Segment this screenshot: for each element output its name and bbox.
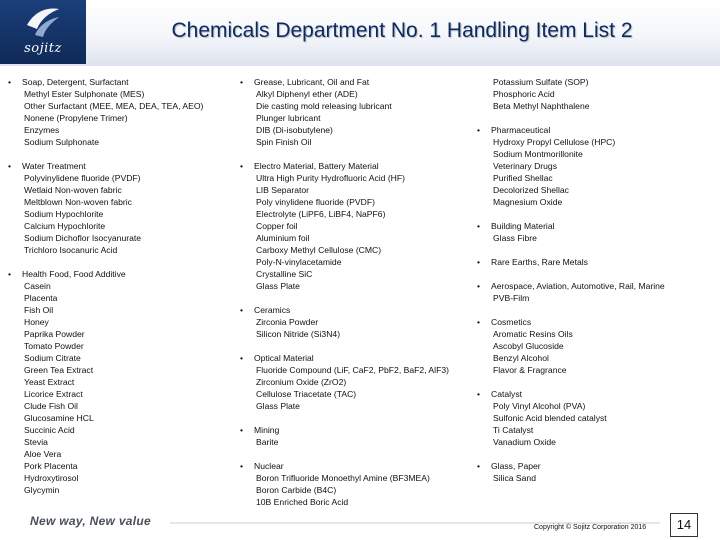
product-item: Glass Plate [256,281,300,291]
product-item: Sulfonic Acid blended catalyst [493,413,607,423]
product-item: Glucosamine HCL [24,413,94,423]
category-title: Grease, Lubricant, Oil and Fat [254,77,370,87]
product-item: Succinic Acid [24,425,75,435]
category-section [477,388,715,448]
category-section [240,76,470,148]
product-item: Cellulose Triacetate (TAC) [256,389,357,399]
product-item: Trichloro Isocanuric Acid [24,245,118,255]
category-title: Building Material [491,221,555,231]
category-title: Aerospace, Aviation, Automotive, Rail, Marine [491,281,665,291]
bullet-icon: • [8,161,12,171]
product-item: Barite [256,437,279,447]
product-item: Sodium Hypochlorite [24,209,104,219]
product-item: Polyvinylidene fluoride (PVDF) [24,173,141,183]
category-section [477,76,715,112]
product-item: Glass Plate [256,401,300,411]
product-item: Ascobyl Glucoside [493,341,564,351]
product-item: Nonene (Propylene Trimer) [24,113,128,123]
product-item: LIB Separator [256,185,310,195]
product-item: Aloe Vera [24,449,62,459]
category-section [477,280,715,304]
tagline: New way, New value [30,514,152,528]
bullet-icon: • [240,161,244,171]
product-item: Enzymes [24,125,60,135]
slide-header [0,0,720,66]
page-title: Chemicals Department No. 1 Handling Item List 2 [171,19,633,42]
product-item: Spin Finish Oil [256,137,312,147]
category-section [8,76,233,148]
product-item: Flavor & Fragrance [493,365,567,375]
product-item: Boron Carbide (B4C) [256,485,337,495]
bullet-icon: • [240,353,244,363]
category-title: Nuclear [254,461,284,471]
category-section [240,352,470,412]
product-item: Other Surfactant (MEE, MEA, DEA, TEA, AEO) [24,101,204,111]
product-item: Boron Trifluoride Monoethyl Amine (BF3MEA) [256,473,430,483]
product-item: Beta Methyl Naphthalene [493,101,590,111]
category-section [477,220,715,244]
product-item: Hydroxytirosol [24,473,79,483]
category-title: Soap, Detergent, Surfactant [22,77,129,87]
bullet-icon: • [8,269,12,279]
bullet-icon: • [477,389,481,399]
product-item: Decolorized Shellac [493,185,569,195]
product-item: Glass Fibre [493,233,537,243]
category-section [477,460,715,484]
product-item: Poly-N-vinylacetamide [256,257,342,267]
category-title: Electro Material, Battery Material [254,161,379,171]
product-item: Fluoride Compound (LiF, CaF2, PbF2, BaF2, AlF3) [256,365,449,375]
product-item: 10B Enriched Boric Acid [256,497,349,507]
column-2 [240,76,470,508]
product-item: Sodium Montmorillonite [493,149,583,159]
product-item: Pork Placenta [24,461,78,471]
product-item: Plunger lubricant [256,113,321,123]
product-item: PVB-Film [493,293,530,303]
category-section [240,160,470,292]
product-item: Vanadium Oxide [493,437,556,447]
category-title: Mining [254,425,280,435]
category-section [477,256,715,268]
product-item: Licorice Extract [24,389,83,399]
product-item: Paprika Powder [24,329,85,339]
category-title: Health Food, Food Additive [22,269,126,279]
company-logo [0,0,86,64]
product-item: Veterinary Drugs [493,161,558,171]
bullet-icon: • [240,461,244,471]
product-item: Sodium Sulphonate [24,137,100,147]
product-item: Zirconia Powder [256,317,319,327]
product-item: Potassium Sulfate (SOP) [493,77,589,87]
copyright-notice: Copyright © Sojitz Corporation 2016 [534,524,647,531]
product-item: Placenta [24,293,58,303]
category-section [240,460,470,508]
sojitz-logo-icon [25,5,61,39]
bullet-icon: • [477,317,481,327]
product-item: Tomato Powder [24,341,84,351]
product-item: Alkyl Diphenyl ether (ADE) [256,89,358,99]
category-title: Water Treatment [22,161,86,171]
category-title: Cosmetics [491,317,532,327]
bullet-icon: • [477,125,481,135]
product-item: Poly Vinyl Alcohol (PVA) [493,401,586,411]
product-item: Wetlaid Non-woven fabric [24,185,122,195]
product-item: Sodium Dichoflor Isocyanurate [24,233,142,243]
product-item: Die casting mold releasing lubricant [256,101,392,111]
product-item: Casein [24,281,51,291]
category-title: Ceramics [254,305,291,315]
product-item: Calcium Hypochlorite [24,221,106,231]
product-item: Zirconium Oxide (ZrO2) [256,377,347,387]
bullet-icon: • [477,461,481,471]
bullet-icon: • [477,257,481,267]
product-item: Magnesium Oxide [493,197,563,207]
product-item: Methyl Ester Sulphonate (MES) [24,89,145,99]
product-item: Hydroxy Propyl Cellulose (HPC) [493,137,616,147]
product-item: Clude Fish Oil [24,401,78,411]
product-item: Green Tea Extract [24,365,94,375]
product-item: Stevia [24,437,48,447]
bullet-icon: • [240,77,244,87]
category-title: Pharmaceutical [491,125,551,135]
bullet-icon: • [477,281,481,291]
product-item: Aluminium foil [256,233,310,243]
column-1 [8,76,233,496]
product-item: Benzyl Alcohol [493,353,549,363]
product-item: DIB (Di-isobutylene) [256,125,333,135]
logo-wordmark: sojitz [24,41,62,56]
product-item: Sodium Citrate [24,353,81,363]
product-item: Fish Oil [24,305,54,315]
product-item: Phosphoric Acid [493,89,555,99]
product-item: Glycymin [24,485,60,495]
product-item: Carboxy Methyl Cellulose (CMC) [256,245,382,255]
page-number: 14 [670,513,698,537]
bullet-icon: • [477,221,481,231]
category-title: Catalyst [491,389,523,399]
category-section [477,316,715,376]
product-item: Poly vinylidene fluoride (PVDF) [256,197,375,207]
column-3 [477,76,715,484]
category-title: Glass, Paper [491,461,541,471]
product-item: Silicon Nitride (Si3N4) [256,329,341,339]
product-item: Copper foil [256,221,298,231]
product-item: Electrolyte (LiPF6, LiBF4, NaPF6) [256,209,386,219]
bullet-icon: • [240,425,244,435]
bullet-icon: • [8,77,12,87]
category-title: Optical Material [254,353,314,363]
product-item: Ti Catalyst [493,425,534,435]
product-item: Aromatic Resins Oils [493,329,573,339]
category-section [8,160,233,256]
product-item: Ultra High Purity Hydrofluoric Acid (HF) [256,173,405,183]
product-item: Silica Sand [493,473,536,483]
product-item: Crystalline SiC [256,269,313,279]
product-item: Purified Shellac [493,173,553,183]
category-section [477,124,715,208]
category-section [240,304,470,340]
category-title: Rare Earths, Rare Metals [491,257,588,267]
bullet-icon: • [240,305,244,315]
product-item: Meltblown Non-woven fabric [24,197,132,207]
category-section [240,424,470,448]
product-item: Yeast Extract [24,377,75,387]
category-section [8,268,233,496]
product-item: Honey [24,317,49,327]
